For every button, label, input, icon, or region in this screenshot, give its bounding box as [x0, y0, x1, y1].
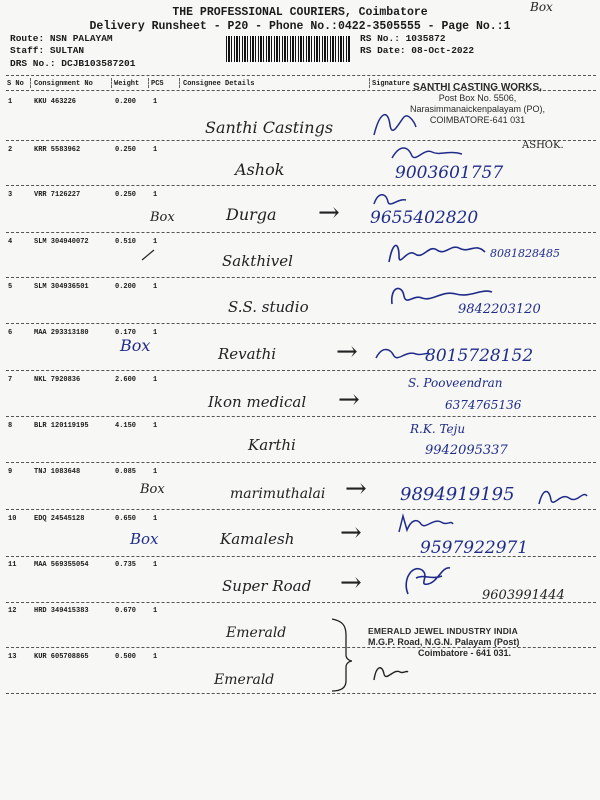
row-weight: 0.200	[115, 98, 137, 106]
row-consignment: KKU 463226	[34, 98, 77, 106]
row-weight: 0.250	[115, 191, 137, 199]
row-consignee: Emerald	[214, 672, 275, 688]
tick-mark	[140, 248, 156, 262]
col-divider	[369, 78, 370, 88]
row-pcs: 1	[153, 561, 158, 569]
row-weight: 0.670	[115, 607, 137, 615]
row-weight: 0.650	[115, 515, 137, 523]
row-pcs: 1	[153, 329, 158, 337]
staff-label: Staff: SULTAN	[10, 45, 85, 56]
drs-label: DRS No.: DCJB103587201	[10, 58, 136, 69]
row-pcs: 1	[153, 607, 158, 615]
row-sno: 13	[8, 653, 17, 661]
row-phone: 9942095337	[425, 443, 508, 458]
row-pcs: 1	[153, 238, 158, 246]
row-phone: 8015728152	[425, 346, 534, 366]
barcode-image	[226, 36, 351, 62]
row-consignment: NKL 7920836	[34, 376, 81, 384]
signature-mark	[388, 142, 468, 164]
row-divider	[6, 323, 596, 324]
row-consignee: Emerald	[226, 625, 287, 641]
stamp-line: Narasimmanaickenpalayam (PO),	[409, 104, 546, 114]
row-phone: 9842203120	[458, 302, 541, 317]
row-divider	[6, 370, 596, 371]
row-consignee: S.S. studio	[228, 298, 309, 316]
signature-mark	[395, 512, 455, 538]
row-pcs: 1	[153, 283, 158, 291]
row-consignee: Karthi	[248, 436, 296, 454]
row-weight: 0.200	[115, 283, 137, 291]
row-consignee: Super Road	[222, 577, 312, 595]
row-weight: 0.170	[115, 329, 137, 337]
arrow-mark: →	[336, 337, 358, 367]
row-pcs: 1	[153, 146, 158, 154]
col-consignment: Consignment No	[34, 80, 93, 88]
stamp-line: COIMBATORE-641 031	[429, 115, 526, 125]
row-divider	[6, 602, 596, 603]
row-consignee: Kamalesh	[220, 530, 295, 548]
row-phone: 9603991444	[482, 588, 565, 603]
row-consignment: SLM 304940072	[34, 238, 89, 246]
rs-number: RS No.: 1035872	[360, 33, 446, 44]
col-divider	[111, 78, 112, 88]
row-phone: 9894919195	[400, 484, 515, 505]
row-sno: 12	[8, 607, 17, 615]
arrow-mark: →	[345, 474, 367, 504]
row-phone: 8081828485	[490, 247, 560, 260]
signature-mark	[398, 560, 458, 600]
row-note: Box	[120, 336, 151, 355]
row-pcs: 1	[153, 468, 158, 476]
company-title: THE PROFESSIONAL COURIERS, Coimbatore	[172, 6, 428, 19]
stamp-line: Post Box No. 5506,	[438, 93, 517, 103]
col-sno: S No	[7, 80, 24, 88]
row-divider	[6, 509, 596, 510]
row-divider	[6, 140, 596, 141]
row-sno: 1	[8, 98, 13, 106]
row-note: Box	[150, 210, 175, 225]
row-consignee: Santhi Castings	[205, 118, 334, 137]
row-divider	[6, 416, 596, 417]
col-signature: Signature	[372, 80, 410, 88]
signature-mark	[385, 238, 490, 272]
row-weight: 0.085	[115, 468, 137, 476]
row-sno: 3	[8, 191, 13, 199]
row-sno: 8	[8, 422, 13, 430]
row-consignee: Ashok	[235, 160, 285, 179]
row-sno: 2	[8, 146, 13, 154]
arrow-mark: →	[318, 198, 340, 228]
stamp-line: M.G.P. Road, N.G.N. Palayam (Post)	[368, 637, 520, 647]
col-pcs: PCS	[151, 80, 164, 88]
row-divider	[6, 232, 596, 233]
table-bottom-rule	[6, 693, 596, 694]
row-phone: 9003601757	[395, 163, 504, 183]
row-weight: 4.150	[115, 422, 137, 430]
row-sno: 5	[8, 283, 13, 291]
row-pcs: 1	[153, 98, 158, 106]
row-sno: 10	[8, 515, 17, 523]
arrow-mark: →	[340, 568, 362, 598]
row-pcs: 1	[153, 653, 158, 661]
signature-mark	[372, 344, 432, 364]
arrow-mark: →	[340, 518, 362, 548]
row-note: Box	[140, 482, 165, 497]
row-weight: 2.600	[115, 376, 137, 384]
row-weight: 0.250	[115, 146, 137, 154]
santhi-stamp	[390, 82, 565, 126]
arrow-mark: →	[338, 385, 360, 415]
row-consignee: marimuthalai	[230, 486, 326, 502]
row-sno: 7	[8, 376, 13, 384]
row-consignee: Sakthivel	[222, 252, 293, 270]
row-signature: S. Pooveendran	[408, 376, 503, 390]
col-divider	[30, 78, 31, 88]
row-divider	[6, 185, 596, 186]
row-divider	[6, 277, 596, 278]
stamp-line: SANTHI CASTING WORKS,	[413, 82, 542, 93]
col-divider	[179, 78, 180, 88]
row-consignment: MAA 293313180	[34, 329, 89, 337]
ashok-note: ASHOK.	[522, 140, 564, 151]
row-pcs: 1	[153, 191, 158, 199]
row-phone: 9655402820	[370, 208, 479, 228]
row-consignment: VRR 7126227	[34, 191, 81, 199]
row-weight: 0.500	[115, 653, 137, 661]
row-sno: 9	[8, 468, 13, 476]
row-consignment: KRR 5583962	[34, 146, 81, 154]
row-consignment: MAA 569355054	[34, 561, 89, 569]
row-consignee: Revathi	[218, 345, 277, 363]
col-weight: Weight	[114, 80, 140, 88]
stamp-line: Coimbatore - 641 031.	[418, 648, 512, 658]
row-consignee: Durga	[226, 205, 277, 224]
signature-mark	[535, 484, 590, 512]
table-top-rule	[6, 75, 596, 76]
runsheet-title: Delivery Runsheet - P20 - Phone No.:0422-3505555 - Page No.:1	[89, 20, 511, 33]
row-consignment: SLM 304936501	[34, 283, 89, 291]
row-phone: 6374765136	[445, 398, 522, 412]
row-consignment: HRD 349415383	[34, 607, 89, 615]
stamp-line: EMERALD JEWEL INDUSTRY INDIA	[368, 626, 518, 636]
rs-date: RS Date: 08-Oct-2022	[360, 45, 475, 56]
row-sno: 6	[8, 329, 13, 337]
row-signature: R.K. Teju	[410, 422, 466, 436]
route-label: Route: NSN PALAYAM	[10, 33, 113, 44]
row-pcs: 1	[153, 422, 158, 430]
corner-note: Box	[530, 0, 553, 14]
emerald-stamp	[368, 626, 573, 659]
signature-mark	[370, 660, 410, 686]
col-consignee: Consignee Details	[183, 80, 255, 88]
row-consignment: BLR 120119195	[34, 422, 89, 430]
row-note: Box	[130, 530, 159, 548]
row-weight: 0.735	[115, 561, 137, 569]
bracket-mark	[328, 615, 354, 695]
col-divider	[148, 78, 149, 88]
row-divider	[6, 462, 596, 463]
row-phone: 9597922971	[420, 538, 529, 558]
row-pcs: 1	[153, 515, 158, 523]
row-sno: 4	[8, 238, 13, 246]
row-consignment: EDQ 24545128	[34, 515, 85, 523]
row-pcs: 1	[153, 376, 158, 384]
row-consignment: KUR 605708865	[34, 653, 89, 661]
row-sno: 11	[8, 561, 17, 569]
signature-mark	[370, 190, 410, 210]
row-consignment: TNJ 1083648	[34, 468, 81, 476]
row-consignee: Ikon medical	[208, 393, 307, 411]
row-weight: 0.510	[115, 238, 137, 246]
row-divider	[6, 556, 596, 557]
